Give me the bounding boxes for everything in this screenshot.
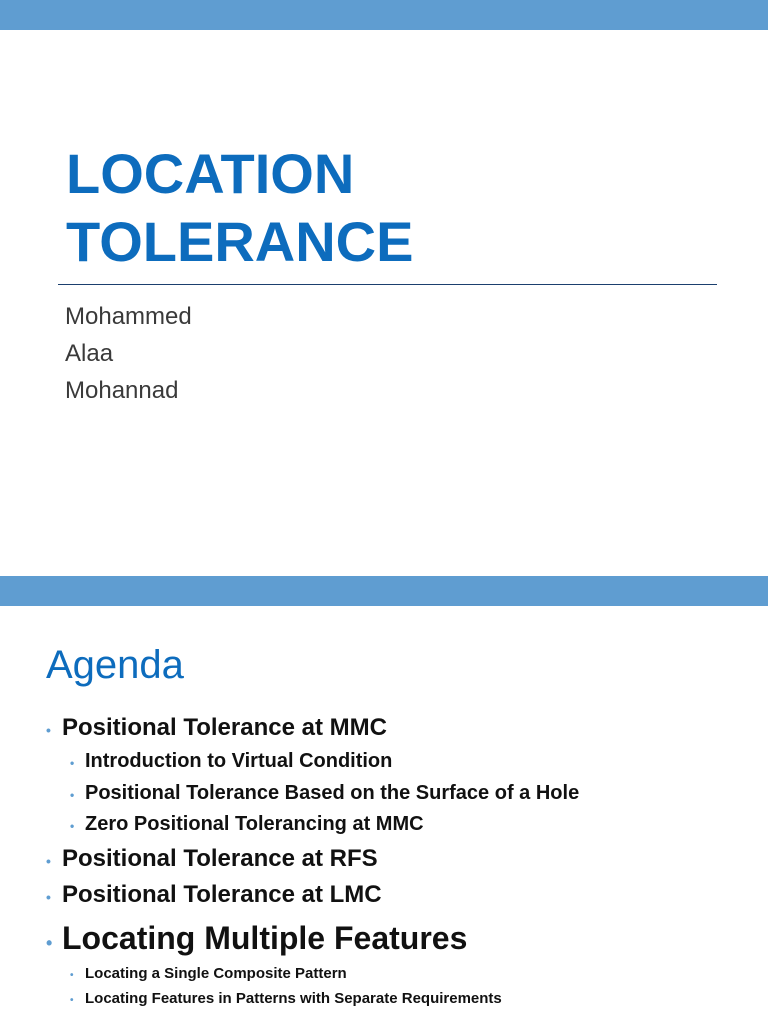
agenda-item: [46, 845, 378, 873]
agenda-item-text: Introduction to Virtual Condition: [85, 750, 393, 772]
bullet-icon: •: [46, 853, 51, 869]
bullet-icon: •: [70, 788, 75, 802]
author-name: Mohammed: [65, 303, 192, 330]
author-list: [65, 298, 192, 409]
slide-title-line-1: LOCATION: [66, 142, 355, 205]
agenda-item-text: Locating Features in Patterns with Separate Requirements: [85, 990, 502, 1007]
slide-header-bar: [0, 576, 768, 606]
agenda-item: [46, 881, 382, 909]
bullet-icon: •: [46, 889, 51, 905]
agenda-item-text: Positional Tolerance Based on the Surface of a Hole: [85, 782, 580, 804]
title-divider: [58, 284, 717, 285]
agenda-item-text: Locating Multiple Features: [62, 920, 468, 956]
agenda-subitem: [70, 813, 424, 836]
agenda-item: [46, 714, 387, 742]
bullet-icon: •: [70, 819, 75, 833]
agenda-subitem: [70, 750, 392, 773]
author-name: Mohannad: [65, 377, 179, 404]
slide-title-line-2: TOLERANCE: [66, 210, 414, 273]
slide-header-bar: [0, 0, 768, 30]
bullet-icon: •: [70, 970, 74, 981]
agenda-subitem: [70, 782, 579, 805]
agenda-item-text: Positional Tolerance at RFS: [62, 845, 378, 872]
bullet-icon: •: [46, 933, 53, 953]
agenda-item-text: Positional Tolerance at MMC: [62, 714, 387, 741]
agenda-item-text: Locating a Single Composite Pattern: [85, 965, 347, 982]
bullet-icon: •: [46, 722, 51, 738]
bullet-icon: •: [70, 756, 75, 770]
agenda-subitem: [70, 990, 502, 1007]
agenda-item-text: Positional Tolerance at LMC: [62, 881, 382, 908]
bullet-icon: •: [70, 995, 74, 1006]
agenda-item-text: Zero Positional Tolerancing at MMC: [85, 813, 424, 835]
agenda-heading: Agenda: [46, 643, 184, 687]
agenda-slide: [0, 576, 768, 1024]
agenda-subitem: [70, 965, 347, 982]
author-name: Alaa: [65, 340, 114, 367]
slide-title: [66, 140, 413, 276]
agenda-item: [46, 920, 467, 957]
